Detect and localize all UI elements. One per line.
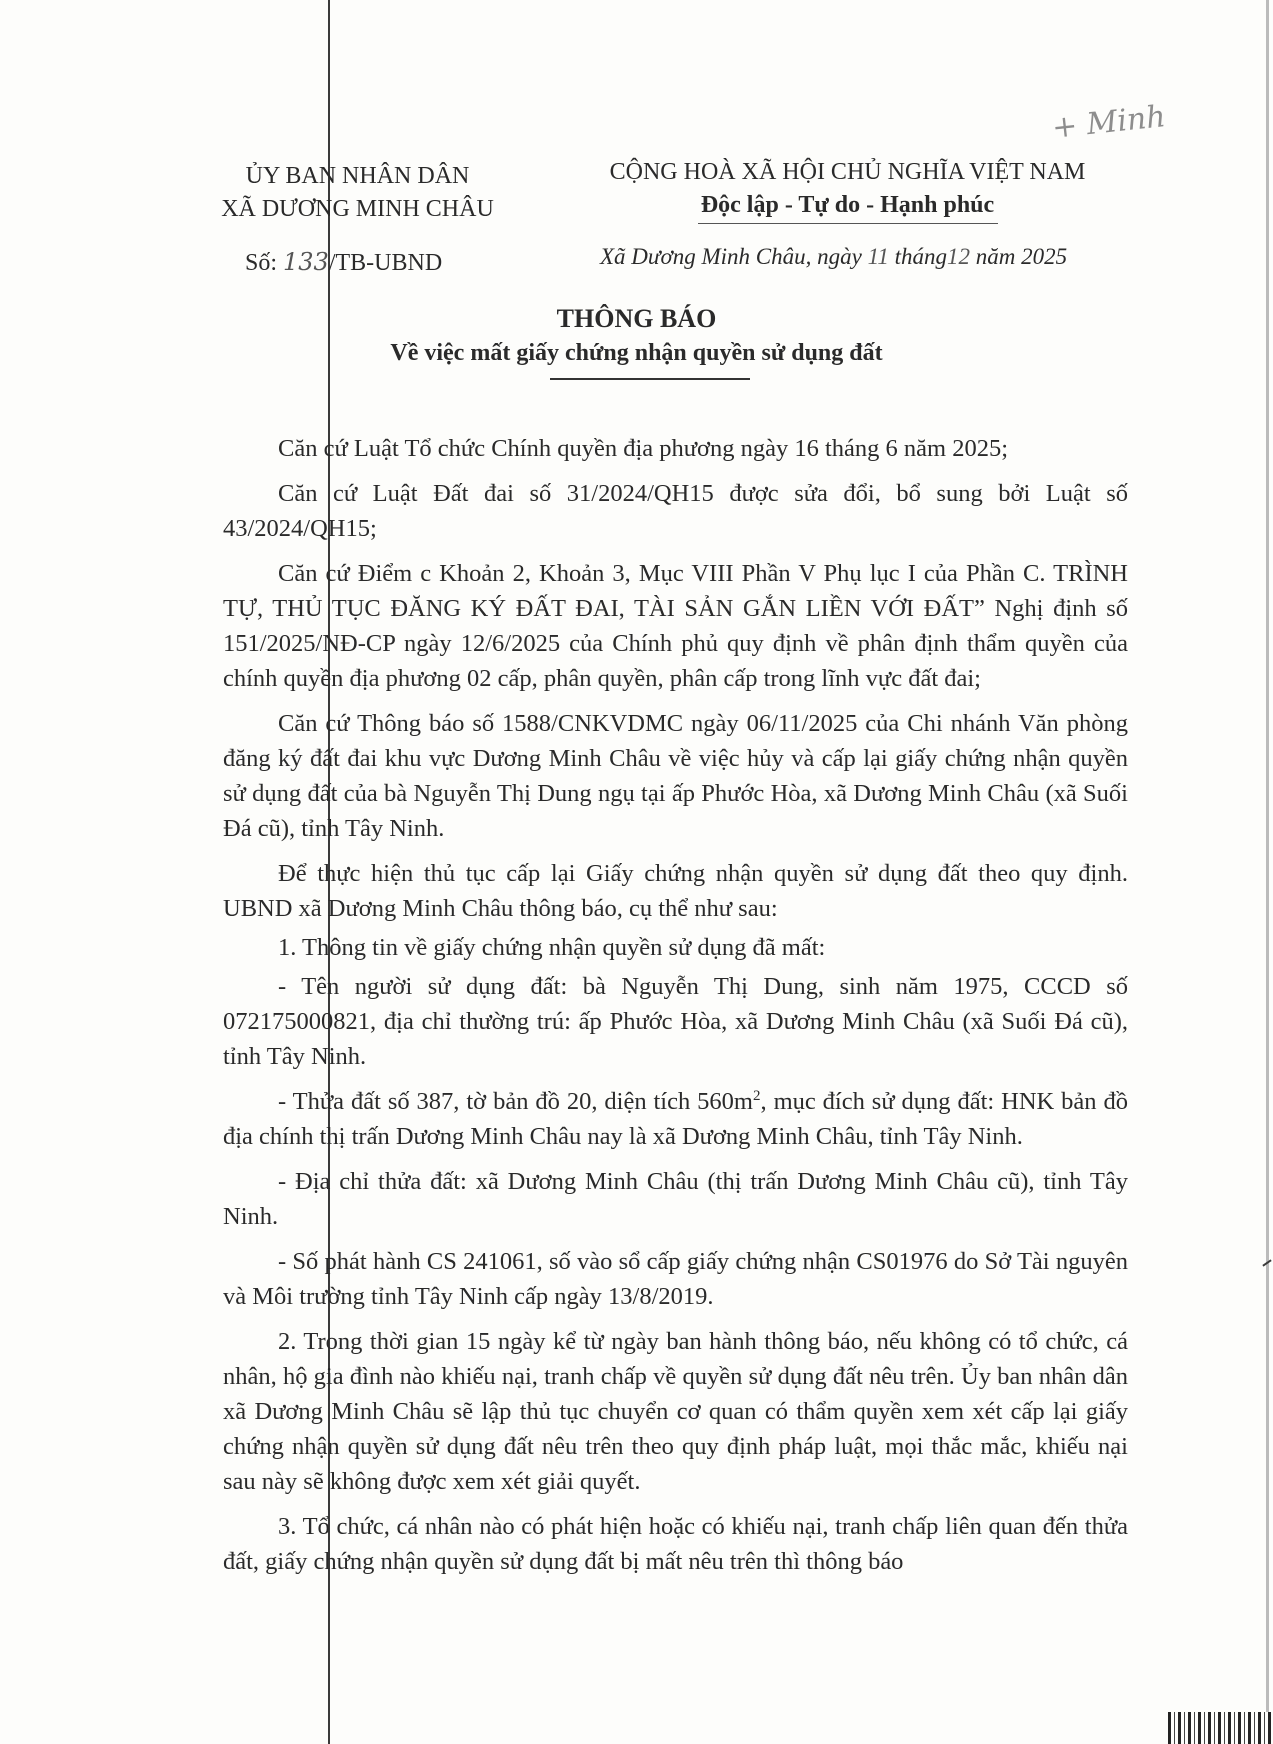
paragraph: - Địa chỉ thửa đất: xã Dương Minh Châu (thị trấn Dương Minh Châu cũ), tỉnh Tây Ninh. (223, 1168, 1128, 1230)
parcel-text-b: , mục đích sử dụng đất: HNK bản đồ địa chính thị trấn Dương Minh Châu nay là xã Dương Minh Châu, tỉnh Tây Ninh. (223, 1088, 1128, 1150)
paragraph: - Tên người sử dụng đất: bà Nguyễn Thị Dung, sinh năm 1975, CCCD số 072175000821, địa chỉ thường trú: ấp Phước Hòa, xã Dương Minh Châu (xã Suối Đá cũ), tỉnh Tây Ninh. (223, 973, 1128, 1070)
paragraph: - Số phát hành CS 241061, số vào sổ cấp giấy chứng nhận CS01976 do Sở Tài nguyên và Môi trường tỉnh Tây Ninh cấp ngày 13/8/2019. (223, 1248, 1128, 1310)
nation-name: CỘNG HOÀ XÃ HỘI CHỦ NGHĨA VIỆT NAM (609, 159, 1086, 185)
date-line (600, 244, 1067, 270)
national-motto: Độc lập - Tự do - Hạnh phúc (700, 192, 995, 218)
date-text-2: tháng (894, 244, 948, 269)
national-header (575, 156, 1120, 224)
parcel-text-a: - Thửa đất số 387, tờ bản đồ 20, diện tích 560m (278, 1088, 753, 1115)
document-body (223, 431, 1128, 1589)
document-subtitle: Về việc mất giấy chứng nhận quyền sử dụng đất (390, 340, 883, 366)
date-text-1: Xã Dương Minh Châu, ngày (600, 244, 862, 269)
motto-underline (698, 223, 998, 224)
authority-line-1: ỦY BAN NHÂN DÂN (245, 163, 470, 189)
paragraph (223, 1084, 1128, 1154)
paragraph: Căn cứ Luật Đất đai số 31/2024/QH15 được sửa đổi, bổ sung bởi Luật số 43/2024/QH15; (223, 480, 1128, 542)
paragraph: Căn cứ Điểm c Khoản 2, Khoản 3, Mục VIII Phần V Phụ lục I của Phần C. TRÌNH TỰ, THỦ TỤC ĐĂNG KÝ ĐẤT ĐAI, TÀI SẢN GẮN LIỀN VỚI ĐẤT” Nghị định số 151/2025/NĐ-CP ngày 12/6/2025 của Chính phủ quy định về phân định thẩm quyền của chính quyền địa phương 02 cấp, phân quyền, phân cấp trong lĩnh vực đất đai; (223, 560, 1128, 692)
paragraph: 3. Tổ chức, cá nhân nào có phát hiện hoặc có khiếu nại, tranh chấp liên quan đến thửa đất, giấy chứng nhận quyền sử dụng đất bị mất nêu trên thì thông báo (223, 1513, 1128, 1575)
document-title: THÔNG BÁO (556, 304, 717, 333)
paragraph: Căn cứ Thông báo số 1588/CNKVDMC ngày 06/11/2025 của Chi nhánh Văn phòng đăng ký đất đai khu vực Dương Minh Châu về việc hủy và cấp lại giấy chứng nhận quyền sử dụng đất của bà Nguyễn Thị Dung ngụ tại ấp Phước Hòa, xã Dương Minh Châu (xã Suối Đá cũ), tỉnh Tây Ninh. (223, 710, 1128, 842)
paragraph: Để thực hiện thủ tục cấp lại Giấy chứng nhận quyền sử dụng đất theo quy định. UBND xã Dương Minh Châu thông báo, cụ thể như sau: (223, 860, 1128, 922)
date-text-3: năm 2025 (975, 244, 1068, 269)
authority-line-2: XÃ DƯƠNG MINH CHÂU (221, 196, 494, 222)
paragraph: Căn cứ Luật Tổ chức Chính quyền địa phương ngày 16 tháng 6 năm 2025; (278, 435, 1009, 462)
issuing-authority (190, 160, 525, 226)
date-month: 12 (947, 244, 971, 269)
doc-no-prefix: Số: (245, 250, 278, 276)
area-unit-sup: 2 (753, 1087, 761, 1104)
paragraph: 2. Trong thời gian 15 ngày kể từ ngày ban hành thông báo, nếu không có tổ chức, cá nhân, hộ gia đình nào khiếu nại, tranh chấp về quyền sử dụng đất nêu trên. Ủy ban nhân dân xã Dương Minh Châu sẽ lập thủ tục chuyển cơ quan có thẩm quyền xem xét cấp lại giấy chứng nhận quyền sử dụng đất nêu trên theo quy định pháp luật, mọi thắc mắc, khiếu nại sau này sẽ không được xem xét giải quyết. (223, 1328, 1128, 1495)
scan-barcode-strip (1168, 1712, 1273, 1744)
date-day: 11 (867, 244, 889, 269)
document-number (245, 248, 442, 277)
handwritten-note: + Minh (1050, 99, 1168, 146)
paragraph: 1. Thông tin về giấy chứng nhận quyền sử dụng đã mất: (278, 934, 826, 961)
scan-artifact-edge (1266, 0, 1269, 1744)
doc-no-handwritten: 133 (283, 248, 329, 276)
subtitle-underline (550, 378, 750, 380)
doc-no-suffix: /TB-UBND (328, 250, 443, 276)
